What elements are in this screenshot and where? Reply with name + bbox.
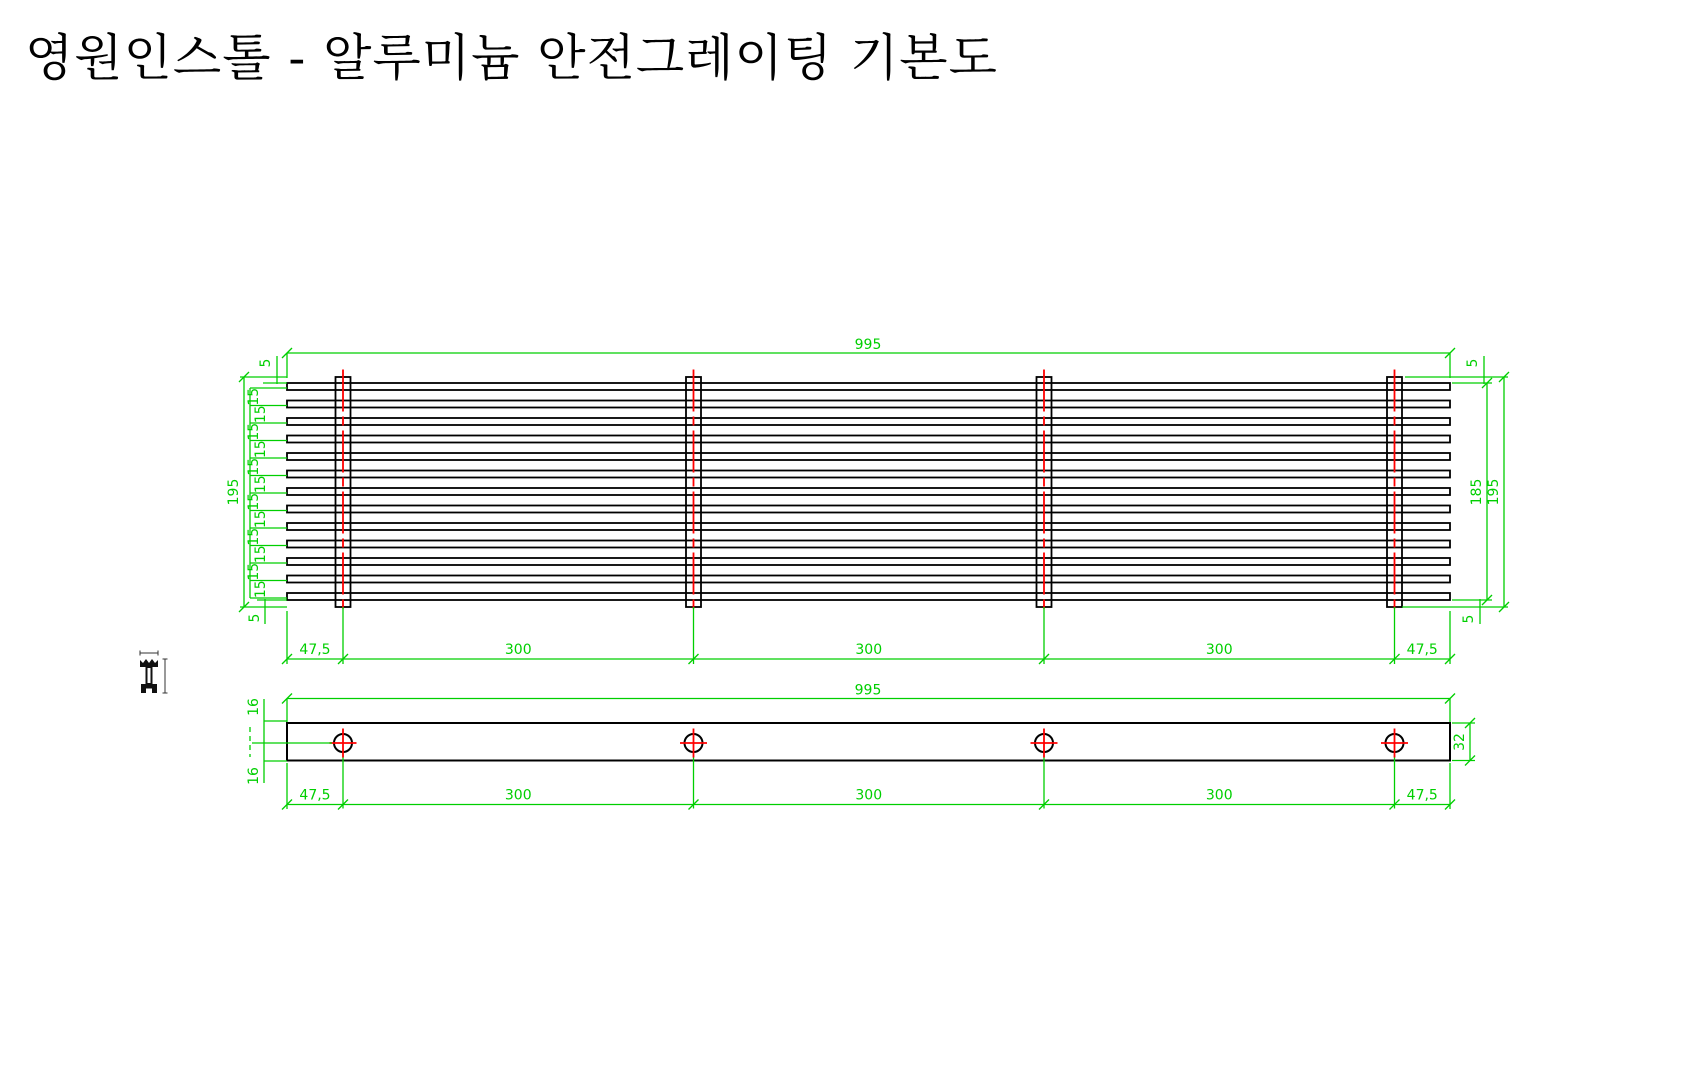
profile-shape bbox=[147, 667, 152, 684]
dim-label-15: 15 bbox=[246, 562, 262, 581]
load-bar bbox=[287, 383, 1450, 390]
dim-label-15: 15 bbox=[253, 405, 269, 424]
load-bar bbox=[287, 541, 1450, 548]
dim-label-995-side: 995 bbox=[854, 682, 882, 699]
load-bar bbox=[287, 418, 1450, 425]
dim-label-195-right: 195 bbox=[1486, 478, 1502, 506]
dim-label-5-top-right: 5 bbox=[1465, 358, 1481, 368]
load-bar bbox=[287, 558, 1450, 565]
profile-shape bbox=[141, 684, 157, 693]
load-bar bbox=[287, 488, 1450, 495]
dim-label-16-top: 16 bbox=[246, 698, 262, 716]
dim-label-32-right: 32 bbox=[1452, 733, 1468, 751]
drawing-title: 영원인스톨 - 알루미늄 안전그레이팅 기본도 bbox=[25, 29, 998, 87]
dim-label-side-bottom: 300 bbox=[855, 787, 883, 804]
dim-label-15: 15 bbox=[253, 580, 269, 599]
dim-label-16-bottom: 16 bbox=[246, 767, 262, 785]
load-bar bbox=[287, 523, 1450, 530]
dim-label-15: 15 bbox=[253, 510, 269, 529]
dim-label-plan-bottom: 300 bbox=[504, 642, 532, 658]
bearing-bar-side bbox=[287, 723, 1450, 761]
dim-label-5-bottom-left: 5 bbox=[247, 613, 263, 623]
dim-label-5-bottom-right: 5 bbox=[1461, 614, 1477, 624]
dim-label-side-bottom: 47,5 bbox=[299, 787, 331, 804]
dim-label-15: 15 bbox=[246, 457, 262, 476]
load-bar bbox=[287, 576, 1450, 583]
dim-label-15: 15 bbox=[246, 387, 262, 406]
dim-label-side-bottom: 300 bbox=[1205, 787, 1233, 804]
load-bar bbox=[287, 471, 1450, 478]
dim-label-15: 15 bbox=[246, 492, 262, 511]
dim-label-plan-bottom: 300 bbox=[855, 642, 883, 658]
dim-label-995-top: 995 bbox=[854, 337, 882, 353]
dim-label-15: 15 bbox=[253, 440, 269, 459]
dim-label-plan-bottom: 300 bbox=[1205, 642, 1233, 658]
load-bar bbox=[287, 436, 1450, 443]
dim-label-15: 15 bbox=[246, 527, 262, 546]
dim-label-side-bottom: 300 bbox=[504, 787, 532, 804]
dim-label-5-top-left: 5 bbox=[258, 358, 274, 368]
bearing-bar-profile-icon bbox=[140, 651, 168, 694]
load-bar bbox=[287, 506, 1450, 513]
dim-label-15: 15 bbox=[253, 545, 269, 564]
dim-label-plan-bottom: 47,5 bbox=[299, 642, 331, 658]
dim-label-195-left: 195 bbox=[226, 478, 242, 506]
dim-label-185-right: 185 bbox=[1469, 478, 1485, 506]
profile-shape bbox=[140, 659, 158, 667]
dim-label-15: 15 bbox=[253, 475, 269, 494]
load-bar bbox=[287, 453, 1450, 460]
dim-label-side-bottom: 47,5 bbox=[1406, 787, 1438, 804]
load-bar bbox=[287, 401, 1450, 408]
dim-label-15: 15 bbox=[246, 422, 262, 441]
dim-label-plan-bottom: 47,5 bbox=[1406, 642, 1438, 658]
load-bar bbox=[287, 593, 1450, 600]
